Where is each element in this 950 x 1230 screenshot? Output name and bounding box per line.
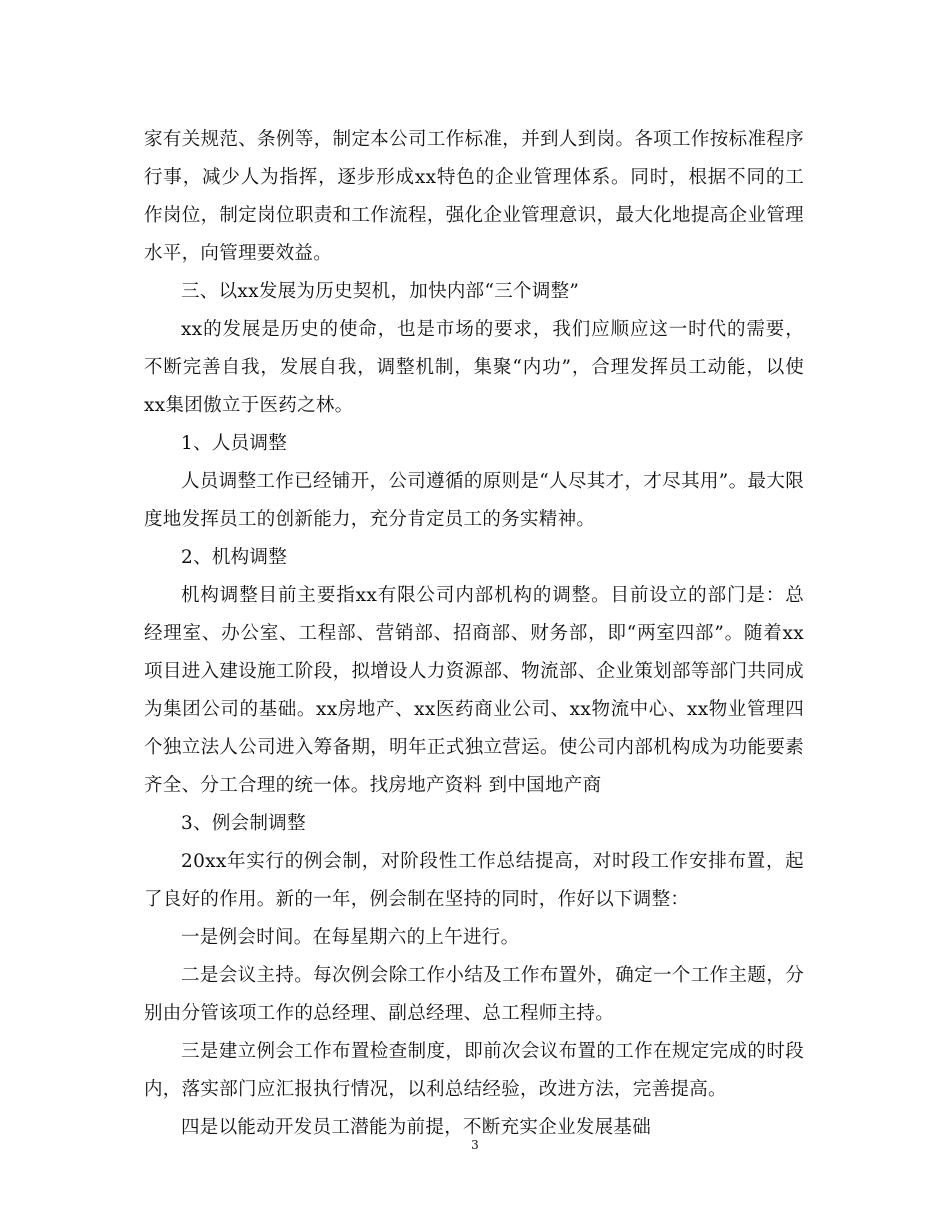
subheading-organization-adjustment: 2、机构调整 [181, 547, 288, 568]
paragraph-meeting-host: 二是会议主持。每次例会除工作小结及工作布置外，确定一个工作主题，分别由分管该项工作的总经理、副总经理、总工程师主持。 [144, 965, 804, 1024]
paragraph-development-mission: xx的发展是历史的使命，也是市场的要求，我们应顺应这一时代的需要，不断完善自我，发展自我，调整机制，集聚“内功”，合理发挥员工动能，以使xx集团傲立于医药之林。 [144, 319, 804, 416]
paragraph-continuation: 家有关规范、条例等，制定本公司工作标准，并到人到岗。各项工作按标准程序行事，减少人为指挥，逐步形成xx特色的企业管理体系。同时，根据不同的工作岗位，制定岗位职责和工作流程，强化企业管理意识，最大化地提高企业管理水平，向管理要效益。 [144, 129, 804, 264]
paragraph-meeting-system: 20xx年实行的例会制，对阶段性工作总结提高，对时段工作安排布置，起了良好的作用。新的一年，例会制在坚持的同时，作好以下调整： [144, 851, 804, 910]
section-heading-three-adjustments: 三、以xx发展为历史契机，加快内部“三个调整” [181, 281, 580, 302]
subheading-meeting-adjustment: 3、例会制调整 [181, 813, 306, 834]
paragraph-meeting-time: 一是例会时间。在每星期六的上午进行。 [181, 927, 520, 948]
paragraph-employee-potential: 四是以能动开发员工潜能为前提，不断充实企业发展基础 [181, 1117, 652, 1138]
paragraph-personnel-adjustment: 人员调整工作已经铺开，公司遵循的原则是“人尽其才，才尽其用”。最大限度地发挥员工的创新能力，充分肯定员工的务实精神。 [144, 471, 804, 530]
subheading-personnel-adjustment: 1、人员调整 [181, 433, 288, 454]
document-body [144, 121, 804, 1147]
paragraph-organization-adjustment: 机构调整目前主要指xx有限公司内部机构的调整。目前设立的部门是：总经理室、办公室、工程部、营销部、招商部、财务部，即“两室四部”。随着xx项目进入建设施工阶段，拟增设人力资源部、物流部、企业策划部等部门共同成为集团公司的基础。xx房地产、xx医药商业公司、xx物流中心、xx物业管理四个独立法人公司进入筹备期，明年正式独立营运。使公司内部机构成为功能要素齐全、分工合理的统一体。找房地产资料 到中国地产商 [144, 585, 804, 796]
page-number: 3 [471, 1138, 479, 1152]
paragraph-meeting-check: 三是建立例会工作布置检查制度，即前次会议布置的工作在规定完成的时段内，落实部门应汇报执行情况，以利总结经验，改进方法，完善提高。 [144, 1041, 804, 1100]
